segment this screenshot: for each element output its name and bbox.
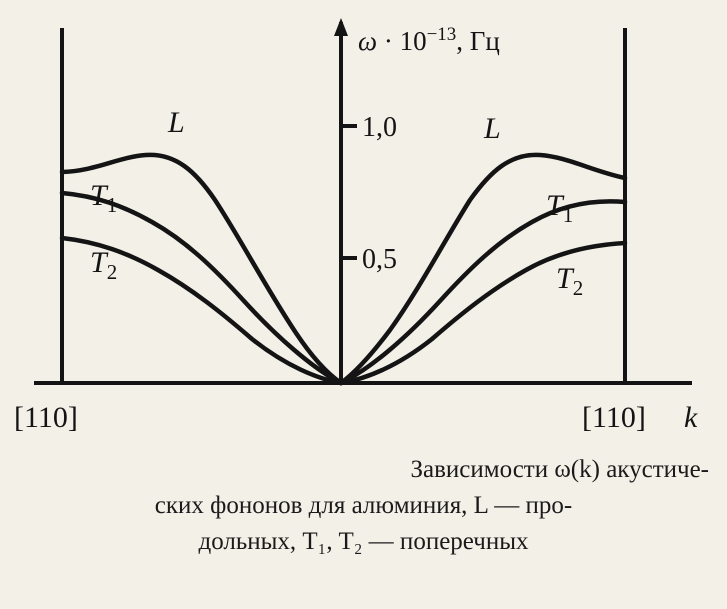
branch-label-L-right: L <box>484 112 501 145</box>
branch-label-L-left: L <box>168 106 185 139</box>
y-axis-arrowhead <box>334 18 348 36</box>
branch-label-T1-right: $T_1$ <box>546 189 574 227</box>
y-tick-label-2: 0,5 <box>362 244 397 275</box>
y-axis-title: $\omega \cdot 10^{-13}$, Гц <box>358 24 500 56</box>
branch-label-T2-left: $T_2$ <box>90 246 118 284</box>
caption-line-1: Зависимости ω(k) акустиче- <box>410 456 709 483</box>
branch-label-T2-right: $T_2$ <box>556 262 584 300</box>
x-axis-symbol: k <box>684 401 698 434</box>
y-tick-label-1: 1,0 <box>362 112 397 143</box>
branch-label-T1-left: $T_1$ <box>90 179 118 217</box>
x-label-left: [110] <box>14 401 78 434</box>
caption-line-3: дольных, T₁, T₂ — поперечных <box>198 528 529 555</box>
caption-line-2: ских фононов для алюминия, L — про- <box>154 492 573 519</box>
curve-T1-left <box>62 193 341 383</box>
figure-caption <box>0 452 727 560</box>
x-label-right: [110] <box>582 401 646 434</box>
